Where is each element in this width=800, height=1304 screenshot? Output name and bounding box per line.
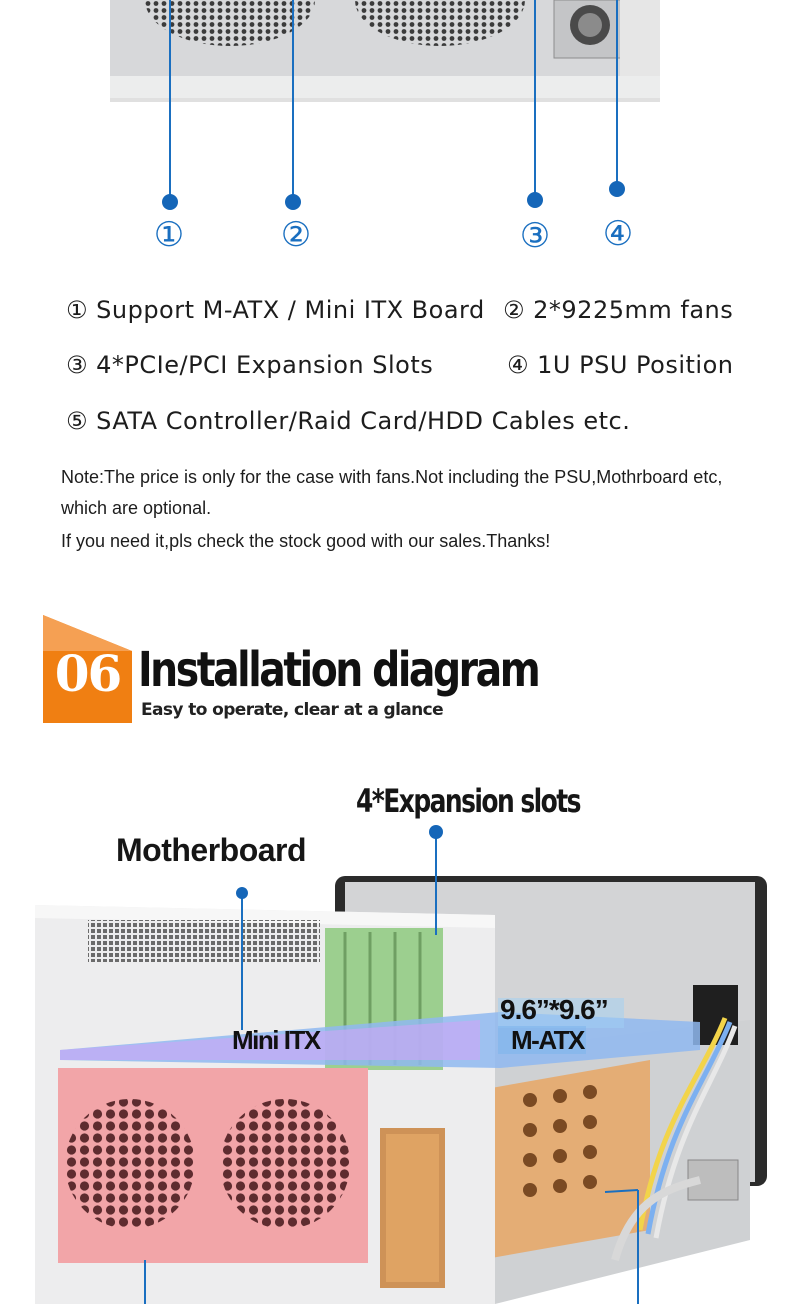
note-line-1: Note:The price is only for the case with fans.Not including the PSU,Mothrboard etc, — [61, 467, 723, 487]
note-line-3: If you need it,pls check the stock good with our sales.Thanks! — [61, 531, 551, 551]
note-line-2: which are optional. — [61, 498, 212, 518]
feature-sata-controller: ⑤ SATA Controller/Raid Card/HDD Cables etc. — [66, 407, 631, 435]
section-subtitle: Easy to operate, clear at a glance — [141, 700, 444, 720]
callout-line-1 — [169, 0, 171, 200]
callout-number-4: ④ — [602, 214, 634, 254]
motherboard-label: Motherboard — [116, 832, 307, 868]
callout-dot-1 — [162, 194, 178, 210]
feature-fans: ② 2*9225mm fans — [503, 296, 734, 324]
chassis-rear-photo — [0, 0, 800, 110]
section-number: 06 — [54, 644, 121, 703]
callout-line-4 — [616, 0, 618, 188]
m-atx-label: M-ATX — [511, 1025, 584, 1055]
feature-motherboard-support: ① Support M-ATX / Mini ITX Board — [66, 296, 485, 324]
callout-number-2: ② — [280, 215, 312, 255]
callout-line-2 — [292, 0, 294, 200]
mini-itx-label: Mini ITX — [232, 1025, 320, 1055]
callout-dot-2 — [285, 194, 301, 210]
callout-number-1: ① — [153, 215, 185, 255]
feature-expansion-slots: ③ 4*PCIe/PCI Expansion Slots — [66, 351, 434, 379]
callout-dot-3 — [527, 192, 543, 208]
feature-psu-position: ④ 1U PSU Position — [507, 351, 734, 379]
callout-number-3: ③ — [519, 216, 551, 256]
expansion-slots-label: 4*Expansion slots — [356, 782, 580, 820]
section-title: Installation diagram — [138, 642, 539, 698]
callout-line-3 — [534, 0, 536, 200]
board-dimension-label: 9.6”*9.6” — [500, 994, 608, 1025]
callout-dot-4 — [609, 181, 625, 197]
